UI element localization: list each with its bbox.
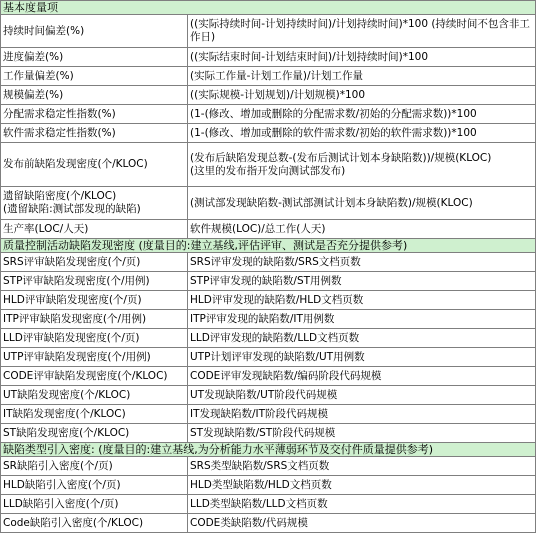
table-row <box>1 105 536 124</box>
metric-name-cell: HLD缺陷引入密度(个/页) <box>1 476 188 495</box>
metric-name-cell: IT缺陷发现密度(个/KLOC) <box>1 405 188 424</box>
metric-formula-cell: CODE类缺陷数/代码规模 <box>188 514 536 533</box>
metric-name-cell: 分配需求稳定性指数(%) <box>1 105 188 124</box>
metric-formula-cell: ITP评审发现的缺陷数/IT用例数 <box>188 310 536 329</box>
metric-formula-cell: HLD评审发现的缺陷数/HLD文档页数 <box>188 291 536 310</box>
metric-formula-cell: ((实际规模-计划规划)/计划规模)*100 <box>188 86 536 105</box>
table-row <box>1 15 536 48</box>
metric-formula-cell: SRS类型缺陷数/SRS文档页数 <box>188 457 536 476</box>
table-row <box>1 291 536 310</box>
metric-formula-cell: (测试部发现缺陷数-测试部测试计划本身缺陷数)/规模(KLOC) <box>188 187 536 220</box>
metric-formula-cell: LLD类型缺陷数/LLD文档页数 <box>188 495 536 514</box>
table-row <box>1 86 536 105</box>
metric-formula-cell: (发布后缺陷发现总数-(发布后测试计划本身缺陷数))/规模(KLOC) (这里的发布指开发向测试部发布) <box>188 143 536 187</box>
metric-formula-cell: HLD类型缺陷数/HLD文档页数 <box>188 476 536 495</box>
metric-name-cell: 发布前缺陷发现密度(个/KLOC) <box>1 143 188 187</box>
metric-name-cell: 遗留缺陷密度(个/KLOC) (遗留缺陷:测试部发现的缺陷) <box>1 187 188 220</box>
metric-name-cell: STP评审缺陷发现密度(个/用例) <box>1 272 188 291</box>
table-row <box>1 514 536 533</box>
table-row <box>1 67 536 86</box>
table-row <box>1 495 536 514</box>
table-row <box>1 386 536 405</box>
table-row <box>1 367 536 386</box>
table-row <box>1 187 536 220</box>
metric-name-cell: 生产率(LOC/人天) <box>1 220 188 239</box>
metric-name-cell: UT缺陷发现密度(个/KLOC) <box>1 386 188 405</box>
metric-formula-cell: (1-(修改、增加或删除的软件需求数/初始的软件需求数))*100 <box>188 124 536 143</box>
metric-name-cell: 工作量偏差(%) <box>1 67 188 86</box>
table-row <box>1 220 536 239</box>
metric-name-cell: UTP评审缺陷发现密度(个/用例) <box>1 348 188 367</box>
table-row <box>1 476 536 495</box>
table-row <box>1 272 536 291</box>
metric-name-cell: HLD评审缺陷发现密度(个/页) <box>1 291 188 310</box>
section-header-row <box>1 239 536 253</box>
section-header-row <box>1 443 536 457</box>
metric-formula-cell: ((实际结束时间-计划结束时间)/计划持续时间)*100 <box>188 48 536 67</box>
table-row <box>1 124 536 143</box>
metric-formula-cell: CODE评审发现缺陷数/编码阶段代码规模 <box>188 367 536 386</box>
metric-formula-cell: (1-(修改、增加或删除的分配需求数/初始的分配需求数))*100 <box>188 105 536 124</box>
table-row <box>1 310 536 329</box>
metric-formula-cell: IT发现缺陷数/IT阶段代码规模 <box>188 405 536 424</box>
table-row <box>1 48 536 67</box>
metric-formula-cell: SRS评审发现的缺陷数/SRS文档页数 <box>188 253 536 272</box>
metric-formula-cell: (实际工作量-计划工作量)/计划工作量 <box>188 67 536 86</box>
metric-name-cell: 软件需求稳定性指数(%) <box>1 124 188 143</box>
metric-formula-cell: LLD评审发现的缺陷数/LLD文档页数 <box>188 329 536 348</box>
section-title: 基本度量项 <box>1 1 536 15</box>
table-row <box>1 424 536 443</box>
metric-formula-cell: UTP计划评审发现的缺陷数/UT用例数 <box>188 348 536 367</box>
metric-name-cell: LLD缺陷引入密度(个/页) <box>1 495 188 514</box>
table-row <box>1 253 536 272</box>
metric-name-cell: Code缺陷引入密度(个/KLOC) <box>1 514 188 533</box>
table-row <box>1 457 536 476</box>
metric-formula-cell: STP评审发现的缺陷数/ST用例数 <box>188 272 536 291</box>
section-title: 缺陷类型引入密度: (度量目的:建立基线,为分析能力水平薄弱环节及交付件质量提供参考) <box>1 443 536 457</box>
metric-formula-cell: UT发现缺陷数/UT阶段代码规模 <box>188 386 536 405</box>
metric-name-cell: 规模偏差(%) <box>1 86 188 105</box>
metric-name-cell: LLD评审缺陷发现密度(个/页) <box>1 329 188 348</box>
table-row <box>1 405 536 424</box>
metric-name-cell: ITP评审缺陷发现密度(个/用例) <box>1 310 188 329</box>
metric-name-cell: CODE评审缺陷发现密度(个/KLOC) <box>1 367 188 386</box>
metric-formula-cell: ((实际持续时间-计划持续时间)/计划持续时间)*100 (持续时间不包含非工作日) <box>188 15 536 48</box>
metric-formula-cell: ST发现缺陷数/ST阶段代码规模 <box>188 424 536 443</box>
metric-formula-cell: 软件规模(LOC)/总工作(人天) <box>188 220 536 239</box>
metric-name-cell: 进度偏差(%) <box>1 48 188 67</box>
metrics-table-body <box>1 1 536 533</box>
table-row <box>1 348 536 367</box>
section-title: 质量控制活动缺陷发现密度 (度量目的:建立基线,评估评审、测试是否充分提供参考) <box>1 239 536 253</box>
table-row <box>1 329 536 348</box>
metric-name-cell: ST缺陷发现密度(个/KLOC) <box>1 424 188 443</box>
metric-name-cell: 持续时间偏差(%) <box>1 15 188 48</box>
metric-name-cell: SRS评审缺陷发现密度(个/页) <box>1 253 188 272</box>
section-header-row <box>1 1 536 15</box>
table-row <box>1 143 536 187</box>
metric-name-cell: SR缺陷引入密度(个/页) <box>1 457 188 476</box>
